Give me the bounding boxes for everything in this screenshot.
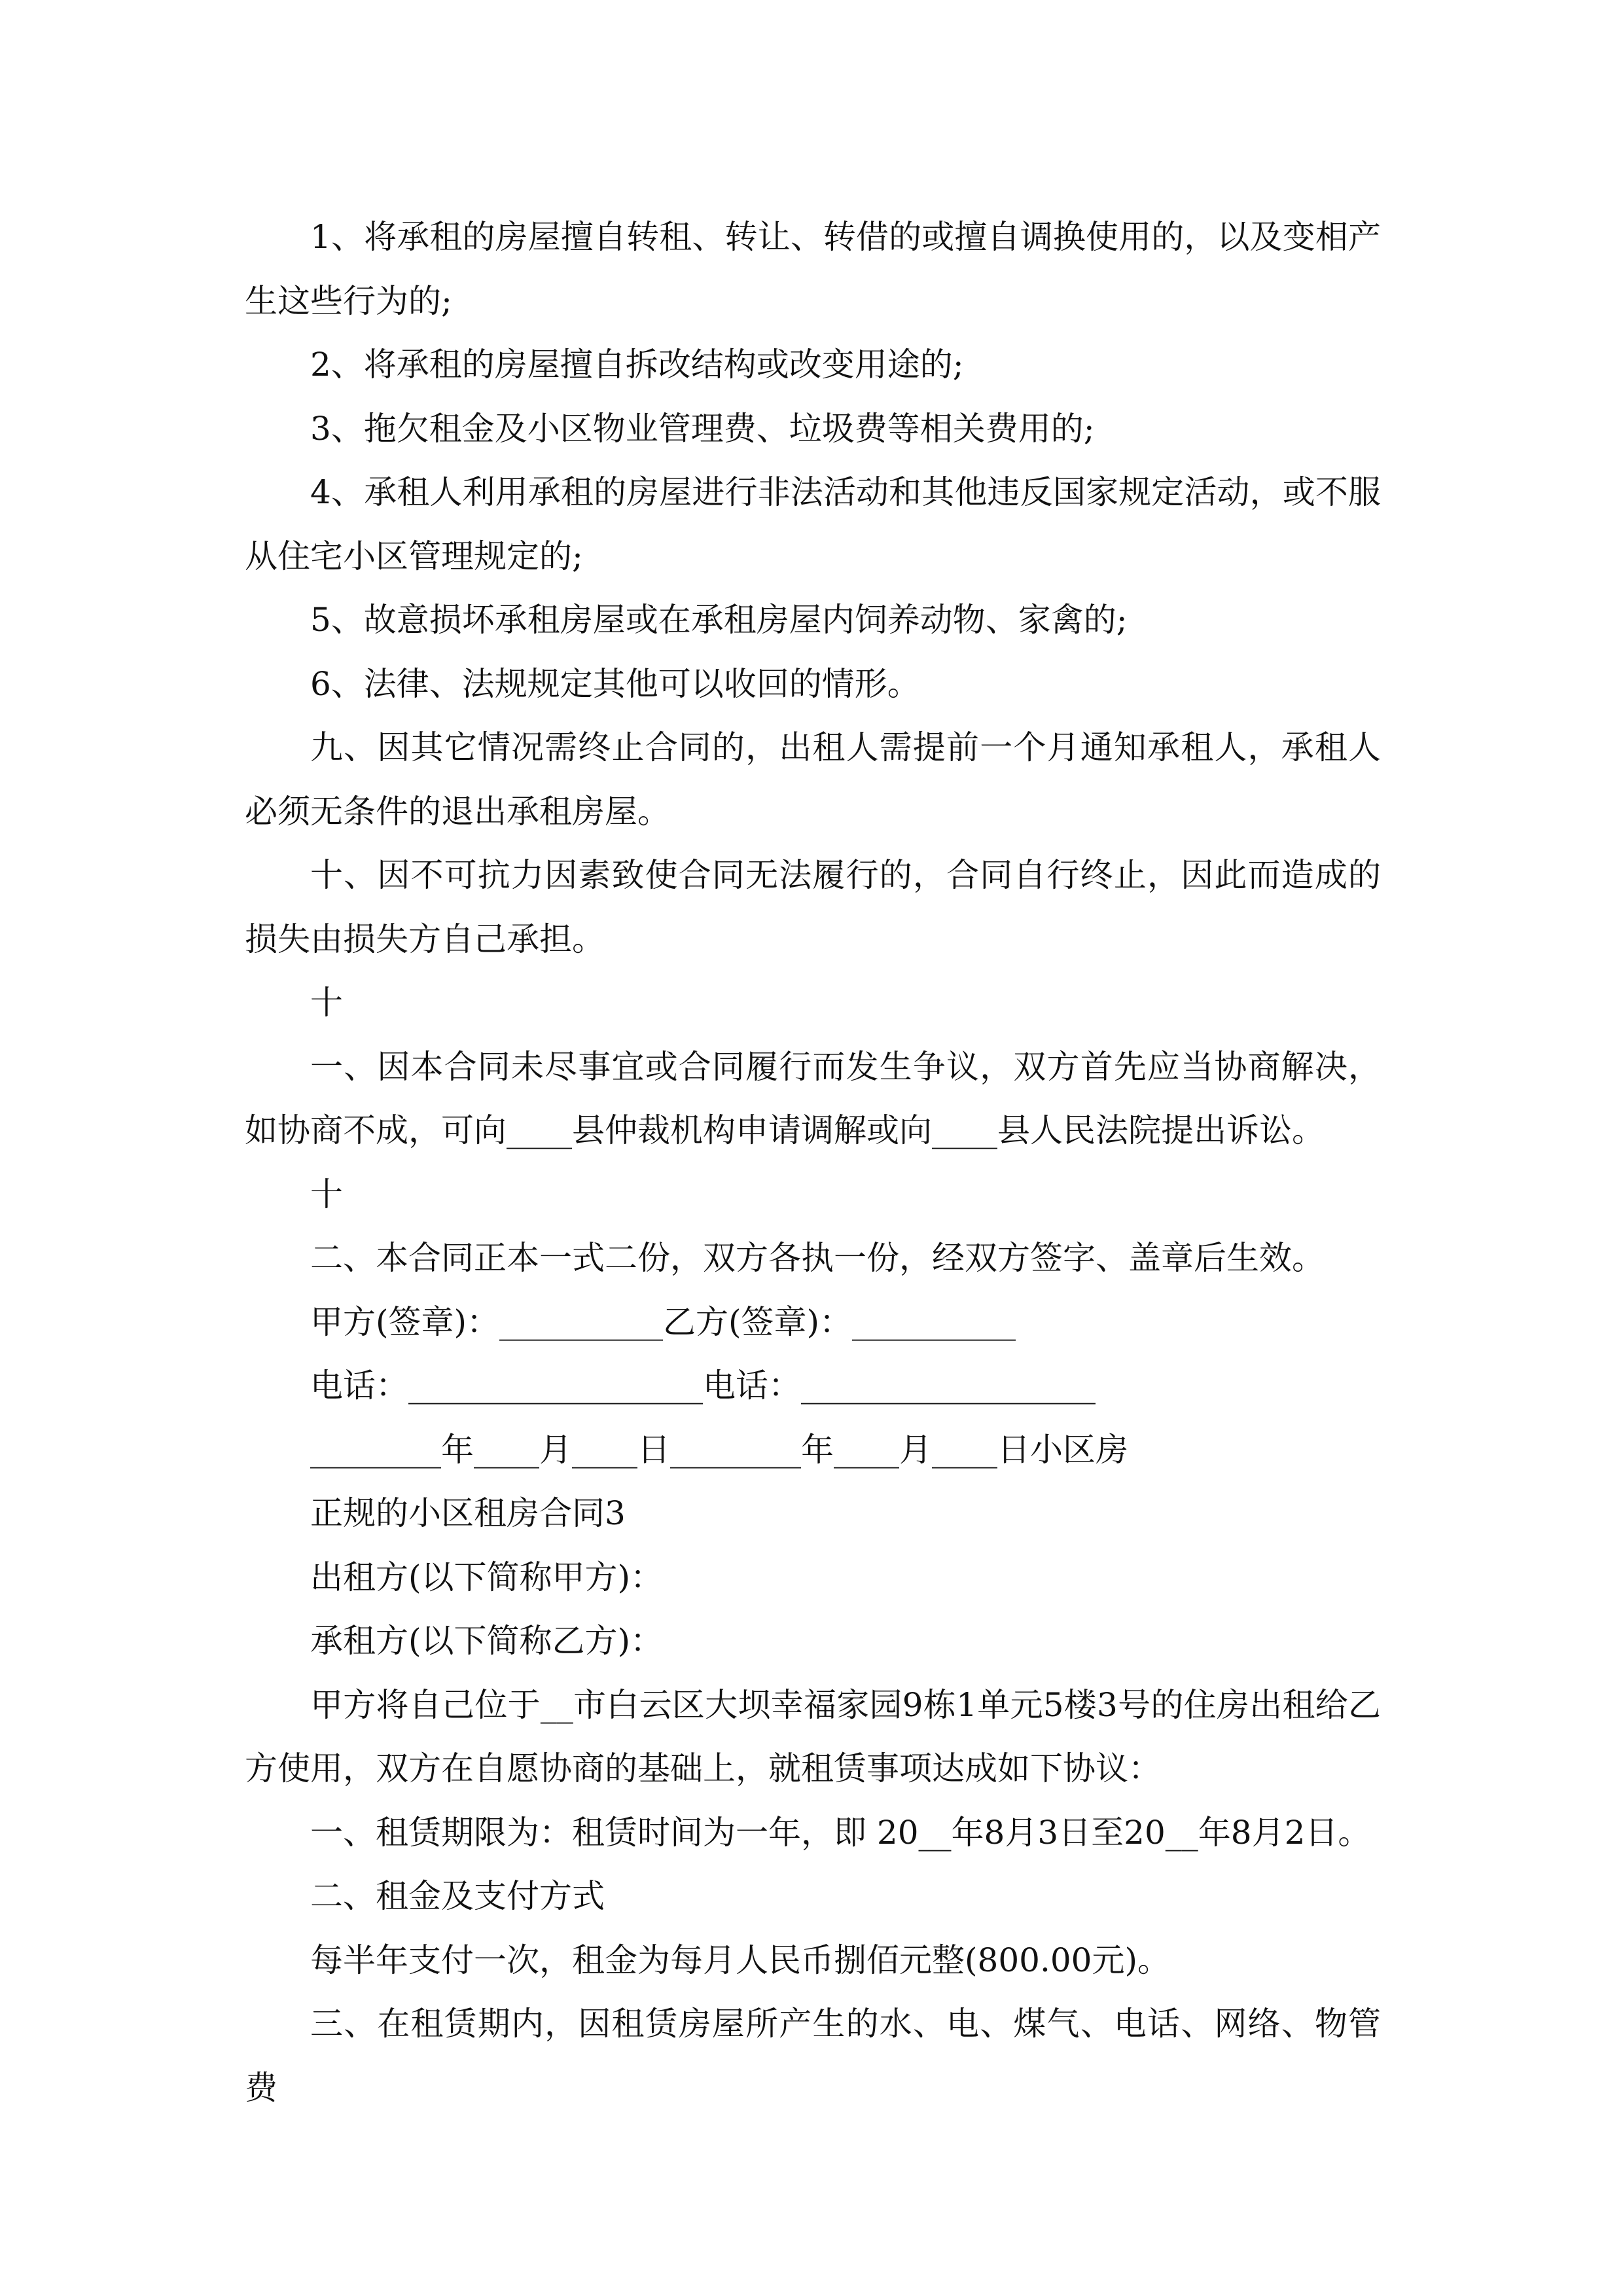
clause-2: 2、将承租的房屋擅自拆改结构或改变用途的;: [310, 346, 964, 384]
lessor-line: 出租方(以下简称甲方)：: [310, 1558, 664, 1596]
article-9: 九、因其它情况需终止合同的，出租人需提前一个月通知承租人，承租人必须无条件的退出承租房屋。: [245, 728, 1381, 831]
clause-5: 5、故意损坏承租房屋或在承租房屋内饲养动物、家禽的;: [310, 601, 1128, 639]
clause-3: 3、拖欠租金及小区物业管理费、垃圾费等相关费用的;: [310, 409, 1095, 448]
term-2-body: 每半年支付一次，租金为每月人民币捌佰元整(800.00元)。: [310, 1941, 1170, 1979]
article-11-heading: 十: [310, 984, 343, 1022]
article-11: 一、因本合同未尽事宜或合同履行而发生争议，双方首先应当协商解决，如协商不成，可向____县仲裁机构申请调解或向____县人民法院提出诉讼。: [245, 1047, 1381, 1149]
phone-line: 电话：__________________电话：__________________: [310, 1367, 1096, 1405]
date-line: ________年____月____日________年____月____日小区房: [310, 1430, 1128, 1469]
term-2-heading: 二、租金及支付方式: [310, 1877, 605, 1915]
signature-line: 甲方(签章)：__________乙方(签章)：__________: [310, 1302, 1016, 1341]
term-1: 一、租赁期限为：租赁时间为一年，即 20__年8月3日至20__年8月2日。: [310, 1813, 1371, 1852]
lessee-line: 承租方(以下简称乙方)：: [310, 1622, 664, 1660]
article-12: 二、本合同正本一式二份，双方各执一份，经双方签字、盖章后生效。: [310, 1239, 1325, 1277]
article-12-heading: 十: [310, 1175, 343, 1213]
preamble: 甲方将自己位于__市白云区大坝幸福家园9栋1单元5楼3号的住房出租给乙方使用，双方在自愿协商的基础上，就租赁事项达成如下协议：: [245, 1685, 1381, 1787]
clause-1: 1、将承租的房屋擅自转租、转让、转借的或擅自调换使用的，以及变相产生这些行为的;: [245, 218, 1381, 320]
term-3: 三、在租赁期内，因租赁房屋所产生的水、电、煤气、电话、网络、物管费: [245, 2005, 1381, 2107]
article-10: 十、因不可抗力因素致使合同无法履行的，合同自行终止，因此而造成的损失由损失方自己承担。: [245, 856, 1381, 958]
clause-6: 6、法律、法规规定其他可以收回的情形。: [310, 664, 920, 703]
contract-title: 正规的小区租房合同3: [310, 1494, 626, 1532]
clause-4: 4、承租人利用承租的房屋进行非法活动和其他违反国家规定活动，或不服从住宅小区管理规定的;: [245, 473, 1381, 575]
document-body: [245, 206, 1381, 2120]
